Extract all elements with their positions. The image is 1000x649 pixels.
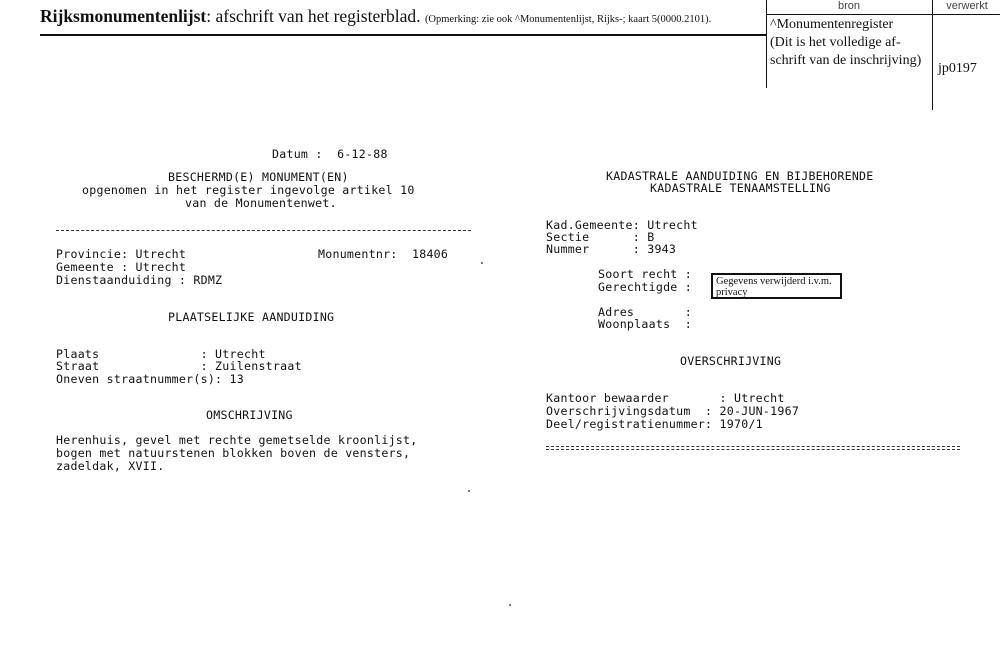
bron-text [770,16,932,70]
scan-speck [509,604,511,606]
provincie: Provincie: Utrecht [56,247,187,261]
monument-heading: BESCHERMD(E) MONUMENT(EN) [168,170,349,184]
title-rest: : afschrift van het registerblad. [206,6,421,26]
sectie: Sectie : B [546,230,655,244]
title-bold: Rijksmonumentenlijst [40,6,207,26]
adres: Adres : [598,305,692,319]
header-rule [40,34,766,36]
deel-registratienummer: Deel/registratienummer: 1970/1 [546,417,763,431]
kadastrale-heading: KADASTRALE AANDUIDING EN BIJBEHORENDE [606,169,874,183]
oneven-straatnummer: Oneven straatnummer(s): 13 [56,372,244,386]
bron-line: ^Monumentenregister [770,17,894,32]
kantoor-bewaarder: Kantoor bewaarder : Utrecht [546,391,785,405]
omschrijving-heading: OMSCHRIJVING [206,408,293,422]
nummer: Nummer : 3943 [546,242,677,256]
gemeente: Gemeente : Utrecht [56,260,187,274]
bron-line: (Dit is het volledige af- [770,35,901,50]
privacy-redaction-box: Gegevens verwijderd i.v.m. privacy [711,273,842,299]
kadastrale-subheading: KADASTRALE TENAAMSTELLING [650,181,831,195]
bron-left-border [766,0,767,88]
soort-recht: Soort recht : [598,267,692,281]
gerechtigde: Gerechtigde : [598,280,692,294]
document-header [40,4,766,32]
page-title [40,4,766,32]
dienstaanduiding: Dienstaanduiding : RDMZ [56,273,223,287]
double-dashed-rule [546,446,960,450]
scan-speck [481,262,483,264]
overschrijving-heading: OVERSCHRIJVING [680,354,782,368]
omschrijving-line: bogen met natuurstenen blokken boven de vensters, [56,446,411,460]
monumentnr: Monumentnr: 18406 [318,247,449,261]
verwerkt-label: verwerkt [946,0,988,12]
bron-box [766,0,1000,110]
title-note: (Opmerking: zie ook ^Monumentenlijst, Rijks-; kaart 5(0000.2101). [424,14,712,25]
overschrijvingsdatum: Overschrijvingsdatum : 20-JUN-1967 [546,404,800,418]
monument-subheading: van de Monumentenwet. [185,196,337,210]
plaatselijke-heading: PLAATSELIJKE AANDUIDING [168,310,335,324]
bron-label: bron [837,0,861,12]
plaats: Plaats : Utrecht [56,347,266,361]
straat: Straat : Zuilenstraat [56,359,302,373]
omschrijving-line: zadeldak, XVII. [56,459,165,473]
monument-subheading: opgenomen in het register ingevolge artikel 10 [82,183,415,197]
datum: Datum : 6-12-88 [272,147,388,161]
kad-gemeente: Kad.Gemeente: Utrecht [546,218,698,232]
bron-divider [766,14,1000,15]
omschrijving-line: Herenhuis, gevel met rechte gemetselde kroonlijst, [56,433,418,447]
bron-line: schrift van de inschrijving) [770,53,922,68]
verwerkt-code: jp0197 [938,61,977,76]
bron-column-divider [932,0,933,110]
scan-speck [468,490,470,492]
woonplaats: Woonplaats : [598,317,692,331]
dashed-rule [56,230,471,231]
